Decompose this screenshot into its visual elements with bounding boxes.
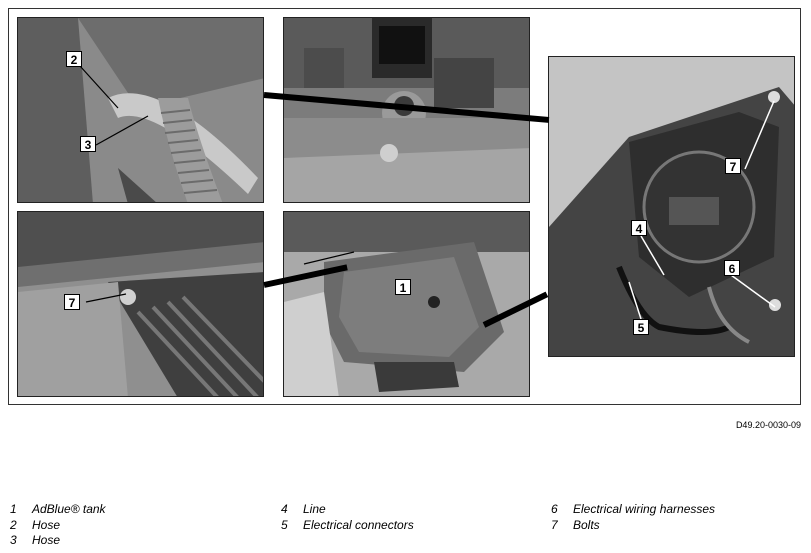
legend-column-3 bbox=[551, 502, 715, 533]
legend-item: 6 Electrical wiring harnesses bbox=[551, 502, 716, 516]
callout-7-right: 7 bbox=[725, 158, 741, 174]
legend-column-1 bbox=[10, 502, 106, 549]
callout-7-left: 7 bbox=[64, 294, 80, 310]
figure-reference-code: D49.20-0030-09 bbox=[735, 420, 801, 430]
legend-item: 7 Bolts bbox=[551, 517, 600, 532]
legend-item: 5 Electrical connectors bbox=[281, 517, 414, 532]
legend-item: 4 Line bbox=[281, 502, 326, 516]
callout-2: 2 bbox=[66, 51, 82, 67]
photo-hose-detail bbox=[17, 17, 264, 203]
callout-4: 4 bbox=[631, 220, 647, 236]
photo-bolt-detail bbox=[17, 211, 264, 397]
photo-adblue-tank bbox=[283, 211, 530, 397]
photo-connector-detail bbox=[548, 56, 795, 357]
callout-3: 3 bbox=[80, 136, 96, 152]
legend-item: 1 AdBlue® tank bbox=[10, 502, 106, 516]
callout-1: 1 bbox=[395, 279, 411, 295]
callout-6: 6 bbox=[724, 260, 740, 276]
legend-column-2 bbox=[281, 502, 414, 533]
legend-item: 3 Hose bbox=[10, 533, 61, 547]
legend-item: 2 Hose bbox=[10, 517, 61, 532]
callout-5: 5 bbox=[633, 319, 649, 335]
